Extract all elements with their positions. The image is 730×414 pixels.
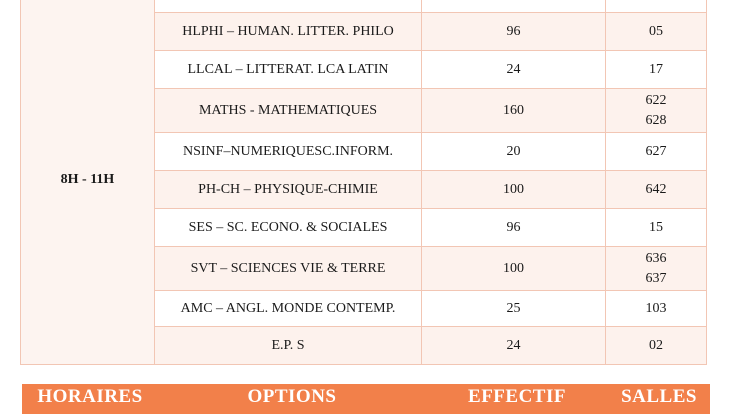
- count-cell: 25: [422, 291, 606, 327]
- rooms-cell: [606, 13, 707, 51]
- rooms-list: [606, 142, 706, 162]
- room-number: 627: [645, 143, 667, 159]
- option-cell: MATHS - MATHEMATIQUES: [155, 89, 422, 133]
- room-number: 636: [645, 250, 667, 266]
- rooms-cell: [606, 247, 707, 291]
- option-cell: PH-CH – PHYSIQUE-CHIMIE: [155, 171, 422, 209]
- time-slot-cell: 8H - 11H: [21, 0, 155, 365]
- option-cell: E.P. S: [155, 327, 422, 365]
- room-number: 17: [649, 61, 663, 77]
- rooms-list: [606, 336, 706, 356]
- rooms-list: [606, 249, 706, 289]
- rooms-cell: [606, 89, 707, 133]
- rooms-cell: [606, 291, 707, 327]
- room-number: 05: [649, 23, 663, 39]
- count-cell: 100: [422, 247, 606, 291]
- rooms-cell: [606, 209, 707, 247]
- header-hours: HORAIRES: [37, 386, 143, 407]
- table-row: [21, 0, 707, 13]
- room-number: 15: [649, 219, 663, 235]
- rooms-list: [606, 22, 706, 42]
- room-number: 622: [645, 92, 667, 108]
- header-count: EFFECTIF: [468, 386, 566, 407]
- room-number: 103: [645, 300, 667, 316]
- rooms-list: [606, 60, 706, 80]
- option-cell: SES – SC. ECONO. & SOCIALES: [155, 209, 422, 247]
- header-rooms: SALLES: [621, 386, 697, 407]
- room-number: 642: [645, 181, 667, 197]
- option-cell: LLCAL – LITTERAT. LCA LATIN: [155, 51, 422, 89]
- count-cell: 96: [422, 209, 606, 247]
- rooms-list: [606, 299, 706, 319]
- rooms-cell: [606, 51, 707, 89]
- option-cell: HLPHI – HUMAN. LITTER. PHILO: [155, 13, 422, 51]
- option-cell: NSINF–NUMERIQUESC.INFORM.: [155, 133, 422, 171]
- rooms-cell: [606, 133, 707, 171]
- count-cell: 24: [422, 51, 606, 89]
- count-cell: 160: [422, 89, 606, 133]
- option-cell: AMC – ANGL. MONDE CONTEMP.: [155, 291, 422, 327]
- count-cell: 100: [422, 171, 606, 209]
- count-cell: [422, 0, 606, 13]
- rooms-cell: [606, 171, 707, 209]
- room-number: 637: [645, 270, 667, 286]
- rooms-list: [606, 180, 706, 200]
- header-options: OPTIONS: [247, 386, 337, 407]
- rooms-cell: [606, 0, 707, 13]
- option-cell: [155, 0, 422, 13]
- option-cell: SVT – SCIENCES VIE & TERRE: [155, 247, 422, 291]
- exam-schedule-table: [20, 0, 707, 365]
- room-number: 02: [649, 337, 663, 353]
- rooms-list: [606, 218, 706, 238]
- rooms-cell: [606, 327, 707, 365]
- count-cell: 20: [422, 133, 606, 171]
- count-cell: 96: [422, 13, 606, 51]
- room-number: 628: [645, 112, 667, 128]
- schedule-body: [21, 0, 707, 365]
- count-cell: 24: [422, 327, 606, 365]
- rooms-list: [606, 91, 706, 131]
